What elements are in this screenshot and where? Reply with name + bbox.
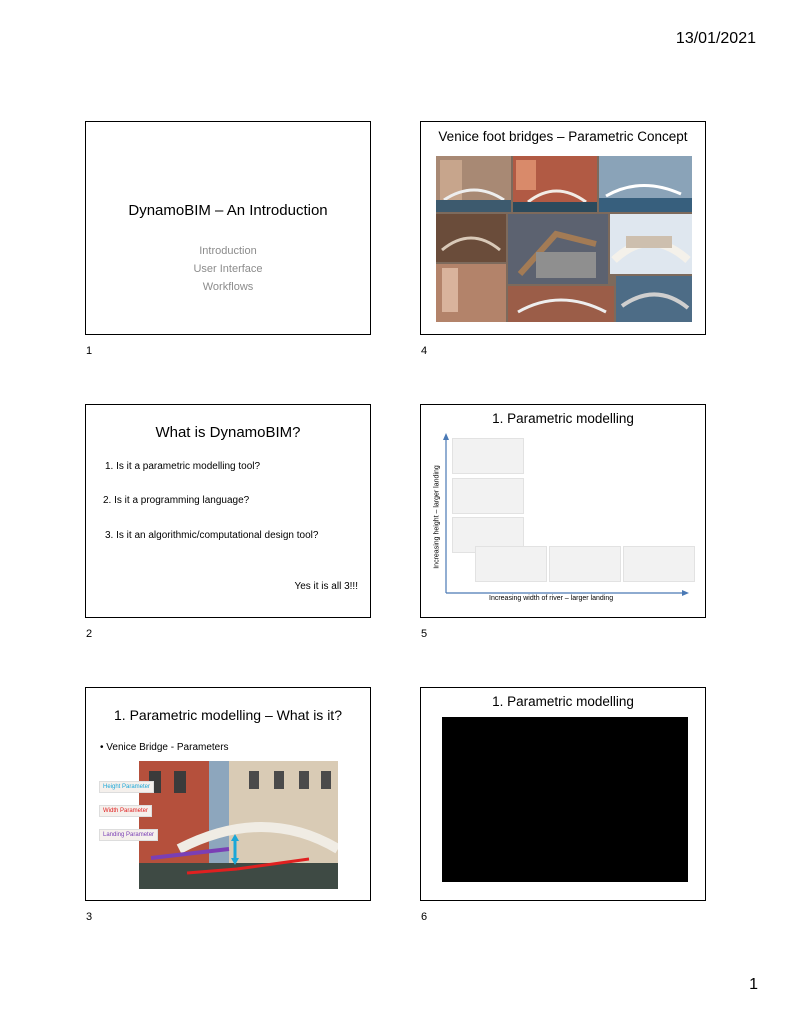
width-parameter-tag: Width Parameter <box>99 805 152 817</box>
slide-6 <box>420 687 706 901</box>
venice-bridge-photo <box>139 761 338 889</box>
height-parameter-tag: Height Parameter <box>99 781 154 793</box>
slide-4 <box>420 121 706 335</box>
question-2: 2. Is it a programming language? <box>103 495 250 506</box>
slide-2 <box>85 404 371 618</box>
answer-text: Yes it is all 3!!! <box>294 581 358 592</box>
slide-title: 1. Parametric modelling – What is it? <box>114 707 342 723</box>
bullet-label: Venice Bridge - Parameters <box>106 742 229 753</box>
bridge-thumbnail <box>549 546 621 582</box>
print-date: 13/01/2021 <box>675 30 756 47</box>
slide-title: DynamoBIM – An Introduction <box>128 202 328 219</box>
video-placeholder <box>442 717 688 882</box>
bullet-text: • Venice Bridge - Parameters <box>100 742 229 753</box>
venice-bridges-collage <box>436 156 692 322</box>
slide-3 <box>85 687 371 901</box>
y-axis-label: Increasing height – larger landing <box>433 465 441 569</box>
question-1: 1. Is it a parametric modelling tool? <box>105 461 261 472</box>
bridge-thumbnail <box>623 546 695 582</box>
slide-item: Workflows <box>202 281 254 293</box>
slide-title: What is DynamoBIM? <box>155 424 301 441</box>
question-3: 3. Is it an algorithmic/computational design tool? <box>105 530 319 541</box>
slide-item: Introduction <box>199 245 257 257</box>
landing-parameter-tag: Landing Parameter <box>99 829 158 841</box>
slide-number: 2 <box>86 628 93 640</box>
slide-title: 1. Parametric modelling <box>492 411 634 426</box>
slide-5 <box>420 404 706 618</box>
bridge-thumbnail <box>452 478 524 514</box>
x-axis-label: Increasing width of river – larger landing <box>489 595 614 602</box>
slide-title: Venice foot bridges – Parametric Concept <box>438 129 688 144</box>
slide-number: 5 <box>421 628 428 640</box>
slide-number: 4 <box>421 345 428 357</box>
page-number: 1 <box>749 976 758 993</box>
slide-item: User Interface <box>193 263 263 275</box>
bridge-thumbnail <box>452 438 524 474</box>
bridge-thumbnail <box>475 546 547 582</box>
slide-1 <box>85 121 371 335</box>
slide-number: 1 <box>86 345 93 357</box>
slide-number: 3 <box>86 911 93 923</box>
slide-title: 1. Parametric modelling <box>492 694 634 709</box>
slide-number: 6 <box>421 911 428 923</box>
